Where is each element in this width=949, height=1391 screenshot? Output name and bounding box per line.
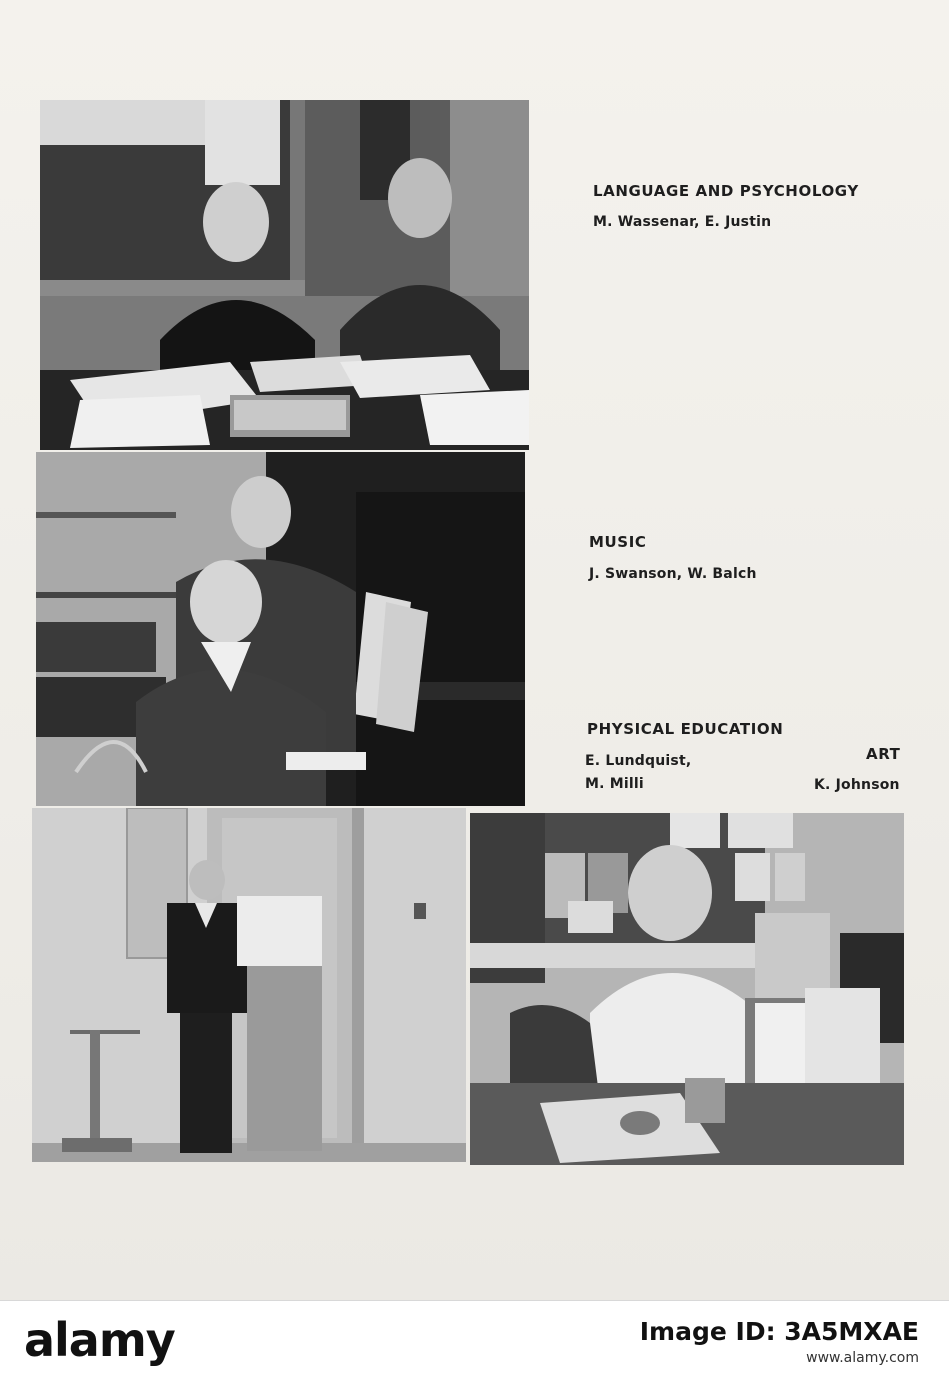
photo-language-psychology-image <box>40 100 529 450</box>
stock-url: www.alamy.com <box>806 1350 919 1366</box>
physical-education-names-line1: E. Lundquist, <box>585 753 692 769</box>
photo-art <box>470 813 904 1165</box>
physical-education-heading: PHYSICAL EDUCATION <box>587 720 784 738</box>
art-names: K. Johnson <box>814 777 900 793</box>
stock-image-id: Image ID: 3A5MXAE <box>639 1317 919 1346</box>
physical-education-names-line2: M. Milli <box>585 776 644 792</box>
photo-music-image <box>36 452 525 806</box>
language-psychology-names: M. Wassenar, E. Justin <box>593 214 772 230</box>
photo-art-image <box>470 813 904 1165</box>
photo-physical-education-image <box>32 808 466 1162</box>
stock-image-meta <box>640 1315 919 1366</box>
stock-footer-bar <box>0 1300 949 1391</box>
language-psychology-heading: LANGUAGE AND PSYCHOLOGY <box>593 182 859 200</box>
photo-music <box>36 452 525 806</box>
stock-logo: alamy <box>24 1313 175 1367</box>
photo-language-psychology <box>40 100 529 450</box>
art-heading: ART <box>866 745 901 763</box>
music-names: J. Swanson, W. Balch <box>589 566 757 582</box>
photo-physical-education <box>32 808 466 1162</box>
music-heading: MUSIC <box>589 533 647 551</box>
